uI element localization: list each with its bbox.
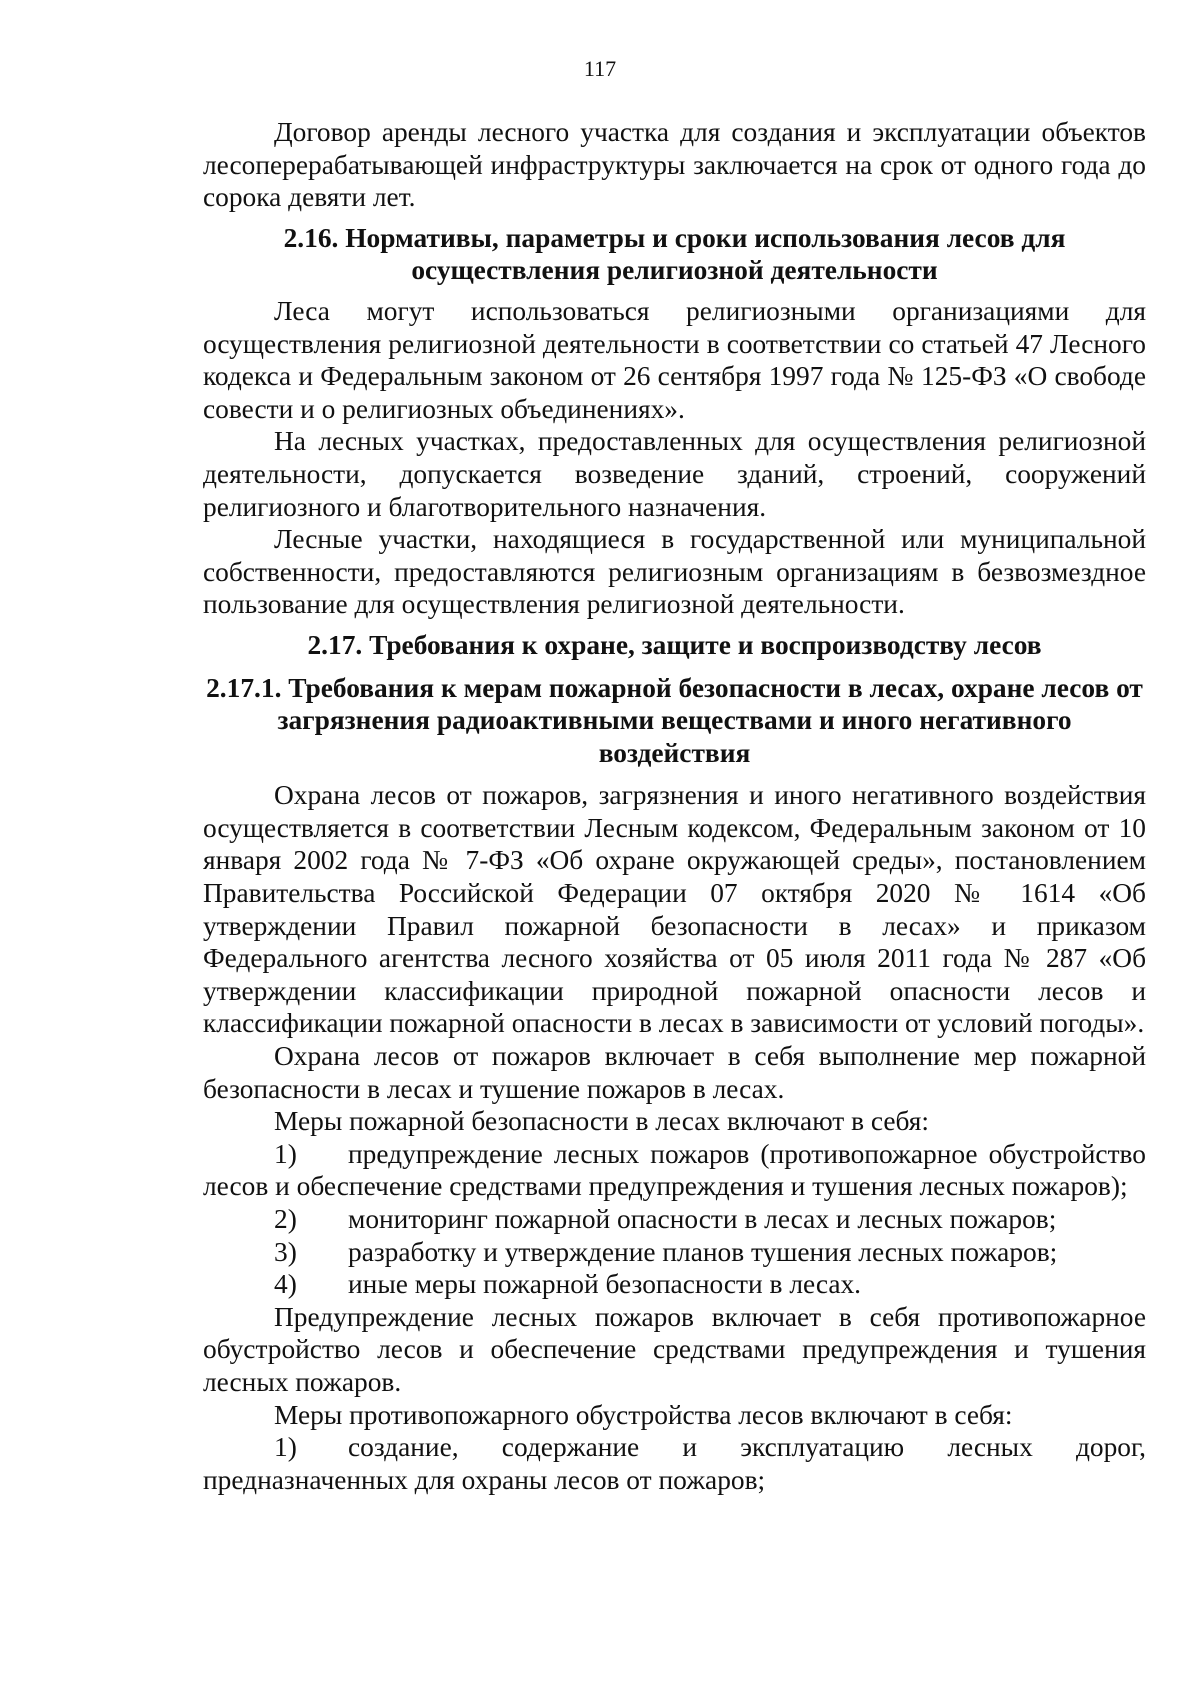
list-item-number: 1) bbox=[274, 1138, 297, 1169]
list-item bbox=[203, 1203, 1146, 1236]
paragraph: Охрана лесов от пожаров включает в себя выполнение мер пожарной безопасности в лесах и тушение пожаров в лесах. bbox=[203, 1041, 1146, 1104]
page-number: 117 bbox=[583, 56, 617, 81]
list-item-number: 2) bbox=[274, 1204, 297, 1234]
section-2-16-heading: 2.16. Нормативы, параметры и сроки использования лесов для осуществления религиозной деятельности bbox=[283, 222, 1066, 286]
list-item-text: мониторинг пожарной опасности в лесах и лесных пожаров; bbox=[348, 1204, 1057, 1234]
document-body bbox=[203, 116, 1146, 1496]
paragraph: Охрана лесов от пожаров, загрязнения и иного негативного воздействия осуществляется в соответствии Лесным кодексом, Федеральным законом от 10 января 2002 года № 7-ФЗ «Об охране окружающей среды», постановлением Правительства Российской Федерации 07 октября 2020 № 1614 «Об утверждении Правил пожарной безопасности в лесах» и приказом Федерального агентства лесного хозяйства от 05 июля 2011 года № 287 «Об утверждении классификации природной пожарной опасности лесов и классификации пожарной опасности в лесах в зависимости от условий погоды». bbox=[203, 780, 1146, 1039]
section-2-17-1-heading: 2.17.1. Требования к мерам пожарной безопасности в лесах, охране лесов от загрязнения радиоактивными веществами и иного негативного воздействия bbox=[206, 672, 1143, 768]
list-item-text: иные меры пожарной безопасности в лесах. bbox=[348, 1269, 862, 1300]
paragraph: Лесные участки, находящиеся в государственной или муниципальной собственности, предоставляются религиозным организациям в безвозмездное пользование для осуществления религиозной деятельности. bbox=[203, 524, 1146, 620]
paragraph: Меры пожарной безопасности в лесах включают в себя: bbox=[274, 1106, 930, 1137]
paragraph: Предупреждение лесных пожаров включает в себя противопожарное обустройство лесов и обеспечение средствами предупреждения и тушения лесных пожаров. bbox=[203, 1301, 1146, 1397]
paragraph-lease-term: Договор аренды лесного участка для создания и эксплуатации объектов лесоперерабатывающей инфраструктуры заключается на срок от одного года до сорока девяти лет. bbox=[203, 117, 1146, 213]
paragraph: Меры противопожарного обустройства лесов включают в себя: bbox=[274, 1399, 1013, 1430]
section-2-17-heading: 2.17. Требования к охране, защите и воспроизводству лесов bbox=[307, 629, 1042, 660]
list-item bbox=[203, 1431, 1146, 1496]
list-item-text: разработку и утверждение планов тушения лесных пожаров; bbox=[348, 1236, 1058, 1267]
paragraph: Леса могут использоваться религиозными организациями для осуществления религиозной деятельности в соответствии со статьей 47 Лесного кодекса и Федеральным законом от 26 сентября 1997 года № 125-ФЗ «О свободе совести и о религиозных объединениях». bbox=[203, 295, 1146, 424]
list-item-number: 4) bbox=[274, 1269, 297, 1300]
list-item bbox=[203, 1268, 1146, 1301]
list-item-number: 1) bbox=[274, 1432, 297, 1463]
list-item-text: создание, содержание и эксплуатацию лесных дорог, предназначенных для охраны лесов от пожаров; bbox=[203, 1432, 1146, 1495]
list-item-number: 3) bbox=[274, 1236, 297, 1267]
list-item bbox=[203, 1138, 1146, 1203]
list-item-text: предупреждение лесных пожаров (противопожарное обустройство лесов и обеспечение средствами предупреждения и тушения лесных пожаров); bbox=[203, 1138, 1146, 1202]
paragraph: На лесных участках, предоставленных для осуществления религиозной деятельности, допускается возведение зданий, строений, сооружений религиозного и благотворительного назначения. bbox=[203, 426, 1146, 522]
list-item bbox=[203, 1236, 1146, 1269]
